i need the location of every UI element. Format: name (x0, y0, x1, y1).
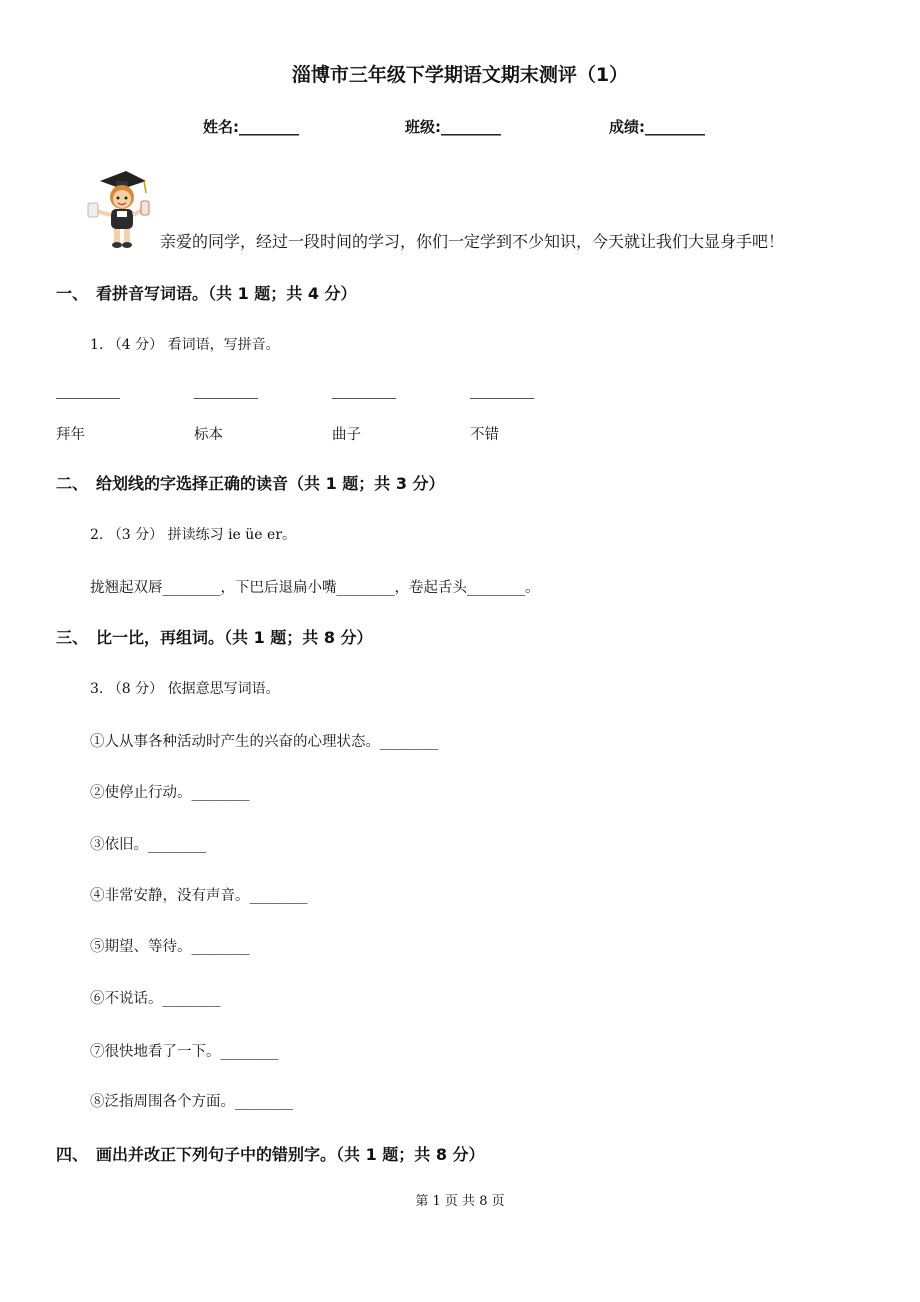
section-4-heading: 四、 画出并改正下列句子中的错别字。（共 1 题；共 8 分） (56, 1145, 485, 1164)
word-4: 不错 (470, 427, 499, 443)
section-2-heading: 二、 给划线的字选择正确的读音（共 1 题；共 3 分） (56, 474, 445, 493)
name-label: 姓名: (203, 118, 239, 136)
class-blank: ________ (441, 118, 501, 136)
pinyin-blank-4[interactable] (470, 397, 534, 399)
question-3: 3. （8 分） 依据意思写词语。 (90, 681, 280, 697)
name-blank: ________ (239, 118, 299, 136)
score-label: 成绩: (609, 118, 645, 136)
class-label: 班级: (405, 118, 441, 136)
question-3-item-4[interactable]: ④非常安静，没有声音。________ (90, 888, 308, 904)
student-mascot-image (86, 165, 152, 251)
word-2: 标本 (194, 427, 223, 443)
score-blank: ________ (645, 118, 705, 136)
question-3-item-1[interactable]: ①人从事各种活动时产生的兴奋的心理状态。________ (90, 734, 438, 750)
name-field[interactable] (203, 116, 299, 137)
question-2: 2. （3 分） 拼读练习 ie üe er。 (90, 527, 297, 543)
page-footer: 第 1 页 共 8 页 (415, 1194, 505, 1209)
question-3-item-3[interactable]: ③依旧。________ (90, 837, 206, 853)
pinyin-blank-3[interactable] (332, 397, 396, 399)
section-3-heading: 三、 比一比，再组词。（共 1 题；共 8 分） (56, 628, 373, 647)
question-3-item-2[interactable]: ②使停止行动。________ (90, 785, 250, 801)
page-title: 淄博市三年级下学期语文期末测评（1） (291, 64, 629, 86)
question-3-item-5[interactable]: ⑤期望、等待。________ (90, 939, 250, 955)
score-field[interactable] (609, 116, 705, 137)
question-3-item-6[interactable]: ⑥不说话。________ (90, 991, 221, 1007)
class-field[interactable] (405, 116, 501, 137)
question-2-line[interactable]: 拢翘起双唇________，下巴后退扁小嘴________，卷起舌头________。 (90, 580, 540, 596)
word-1: 拜年 (56, 427, 85, 443)
pinyin-blank-1[interactable] (56, 397, 120, 399)
question-3-item-8[interactable]: ⑧泛指周围各个方面。________ (90, 1094, 293, 1110)
greeting-text: 亲爱的同学，经过一段时间的学习，你们一定学到不少知识，今天就让我们大显身手吧！ (160, 232, 785, 251)
pinyin-blank-2[interactable] (194, 397, 258, 399)
question-1: 1. （4 分） 看词语，写拼音。 (90, 337, 280, 353)
word-3: 曲子 (332, 427, 361, 443)
section-1-heading: 一、 看拼音写词语。（共 1 题；共 4 分） (56, 284, 357, 303)
question-3-item-7[interactable]: ⑦很快地看了一下。________ (90, 1044, 279, 1060)
